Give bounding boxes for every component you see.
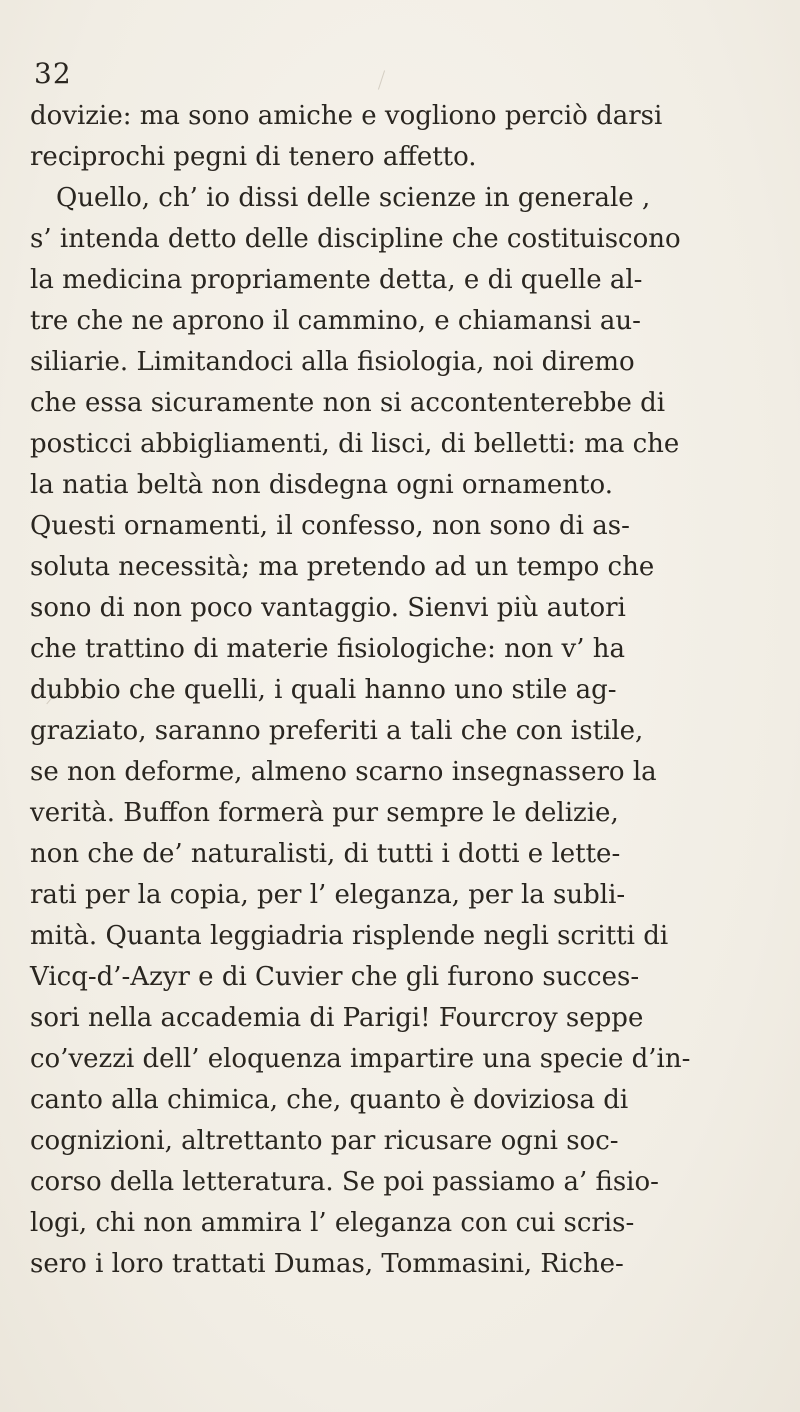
text-line: Vicq-d’-Azyr e di Cuvier che gli furono succes- [30, 962, 640, 992]
text-line: s’ intenda detto delle discipline che costituiscono [30, 224, 681, 254]
text-line: rati per la copia, per l’ eleganza, per la subli- [30, 880, 626, 910]
text-line: la natia beltà non disdegna ogni ornamento. [30, 470, 613, 500]
text-line: sori nella accademia di Parigi! Fourcroy seppe [30, 1003, 644, 1033]
text-line: la medicina propriamente detta, e di quelle al- [30, 265, 643, 295]
text-line: se non deforme, almeno scarno insegnassero la [30, 757, 657, 787]
text-line: sono di non poco vantaggio. Sienvi più autori [30, 593, 626, 623]
text-line: che trattino di materie fisiologiche: non v’ ha [30, 634, 625, 664]
text-line: verità. Buffon formerà pur sempre le delizie, [30, 798, 619, 828]
text-line: sero i loro trattati Dumas, Tommasini, Riche- [30, 1249, 624, 1279]
text-line: soluta necessità; ma pretendo ad un tempo che [30, 552, 655, 582]
text-line: co’vezzi dell’ eloquenza impartire una specie d’in- [30, 1044, 691, 1074]
text-line: graziato, saranno preferiti a tali che con istile, [30, 716, 644, 746]
text-line: mità. Quanta leggiadria risplende negli scritti di [30, 921, 669, 951]
text-line: siliarie. Limitandoci alla fisiologia, noi diremo [30, 347, 635, 377]
text-line: logi, chi non ammira l’ eleganza con cui scris- [30, 1208, 635, 1238]
text-line: tre che ne aprono il cammino, e chiamansi au- [30, 306, 641, 336]
text-line: non che de’ naturalisti, di tutti i dotti e lette- [30, 839, 621, 869]
text-line: reciprochi pegni di tenero affetto. [30, 142, 477, 172]
text-line: posticci abbigliamenti, di lisci, di belletti: ma che [30, 429, 680, 459]
ink-speck [378, 70, 385, 89]
text-line: dovizie: ma sono amiche e vogliono perciò darsi [30, 101, 663, 131]
text-line: Questi ornamenti, il confesso, non sono di as- [30, 511, 630, 541]
text-line: dubbio che quelli, i quali hanno uno stile ag- [30, 675, 617, 705]
text-line: Quello, ch’ io dissi delle scienze in generale , [56, 183, 651, 213]
text-line: corso della letteratura. Se poi passiamo a’ fisio- [30, 1167, 659, 1197]
page-number: 32 [34, 57, 72, 90]
text-line: che essa sicuramente non si accontenterebbe di [30, 388, 666, 418]
body-text [30, 96, 800, 1285]
text-line: canto alla chimica, che, quanto è doviziosa di [30, 1085, 629, 1115]
text-line: cognizioni, altrettanto par ricusare ogni soc- [30, 1126, 619, 1156]
